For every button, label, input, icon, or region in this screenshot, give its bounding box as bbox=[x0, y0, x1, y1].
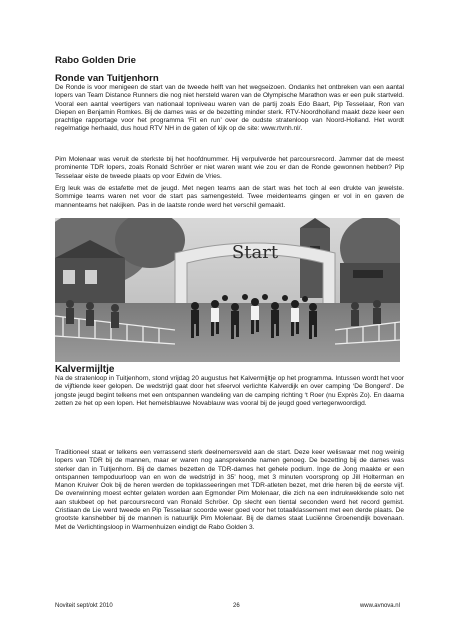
paragraph-ronde-winner: Pim Molenaar was veruit de sterkste bij het hoofdnummer. Hij verpulverde het parcoursrecord. Jammer dat de meest prominente TDR lopers, zoals Ronald Schröer er niet waren want wie zou er dan de Ronde gewonnen hebben? Pip Tesselaar eiste de tweede plaats op voor Edwin de Vries. bbox=[55, 156, 404, 180]
footer-website: www.avnova.nl bbox=[359, 603, 400, 609]
heading-ronde-van-tuitjenhorn: Ronde van Tuitjenhorn bbox=[55, 73, 159, 84]
paragraph-ronde-intro: De Ronde is voor menigeen de start van de tweede helft van het wegseizoen. Ondanks het ontbreken van een aantal lopers van Team Distance Runners die nog niet hersteld waren van de Olympische Marathon was er een puik startveld. Vooral een aantal veertigers van nationaal topniveau waren van de partij zoals Edo Baart, Pip Tesselaar, Ron van Diepen en Benjamin Romkes. Bij de dames was er de bezetting minder sterk. RTV-Noordholland maakt deze keer een prachtige rapportage voor het programma ‘Fit en run’ over de oudste stratenloop van Noord-Holland. Het wordt regelmatige herhaald, dus houd RTV NH in de gaten of kijk op de site: www.rtvnh.nl/. bbox=[55, 84, 404, 133]
arch-banner-text: Start bbox=[231, 242, 279, 263]
heading-rabo-golden-drie: Rabo Golden Drie bbox=[55, 55, 137, 66]
page-footer bbox=[55, 602, 400, 610]
paragraph-kalvermijltje-intro: Na de stratenloop in Tuitjenhorn, stond vrijdag 20 augustus het Kalvermijltje op het programma. Intussen wordt het voor de vijftiende keer gelopen. De wedstrijd gaat door het sfeervol verlichte Kalverdijk en over camping ‘De Bongerd’. De jongste jeugd begint telkens met een ontspannen wandeling van de camping richting ‘t Roer (nu Exprès Zo). En daarna zetten ze het op een lopen. Het hemelsblauwe Novablauw was vooral bij de jeugd goed vertegenwoordigd. bbox=[55, 375, 404, 407]
heading-kalvermijltje: Kalvermijltje bbox=[55, 364, 115, 375]
footer-publication: Noviteit sept/okt 2010 bbox=[55, 603, 113, 609]
race-start-photo bbox=[55, 218, 400, 362]
footer-page-number: 26 bbox=[232, 603, 240, 609]
paragraph-kalvermijltje-results: Traditioneel staat er telkens een verrassend sterk deelnemersveld aan de start. Deze keer weliswaar met nog weinig lopers van TDR bij de mannen, maar er waren nog aansprekende namen genoeg. De bezetting bij de dames was sterker dan in Tuitjenhorn. Bij de dames bezetten de TDR-dames het gehele podium. Inge de Jong maakte er een ontspannen tempoduurloop van en won de wedstrijd in 35’ hoog, met 3 minuten voorsprong op Jill Holterman en Manon Kruiver Ook bij de heren werden de topklasseeringen met TDR-atleten bezet, met drie heren bij de eerste vijf. De overwinning moest echter gelaten worden aan Egmonder Pim Molenaar, die zich na een indrukwekkende solo net aan stukbeet op het parcoursrecord van Ronald Schröer. Op slecht een tiental seconden werd het record gemist. Cristiaan de Lie werd tweede en Pip Tesselaar scoorde weer goed voor het totaalklassement met een derde plaats. De grootste kanshebber bij de mannen is natuurlijk Pim Molenaar. Bij de dames staat Luciënne Groenendijk bovenaan. Met de Verlichtingsloop in Warmenhuizen eindigt de Rabo Golden 3. bbox=[55, 449, 404, 531]
paragraph-ronde-estafette: Erg leuk was de estafette met de jeugd. Met negen teams aan de start was het toch al een drukte van jewelste. Sommige teams waren net voor de start pas samengesteld. Twee meidenteams gingen er vol in en gaven de mannenteams het nakijken. Pas in de laatste ronde werd het verschil gemaakt. bbox=[55, 185, 404, 209]
